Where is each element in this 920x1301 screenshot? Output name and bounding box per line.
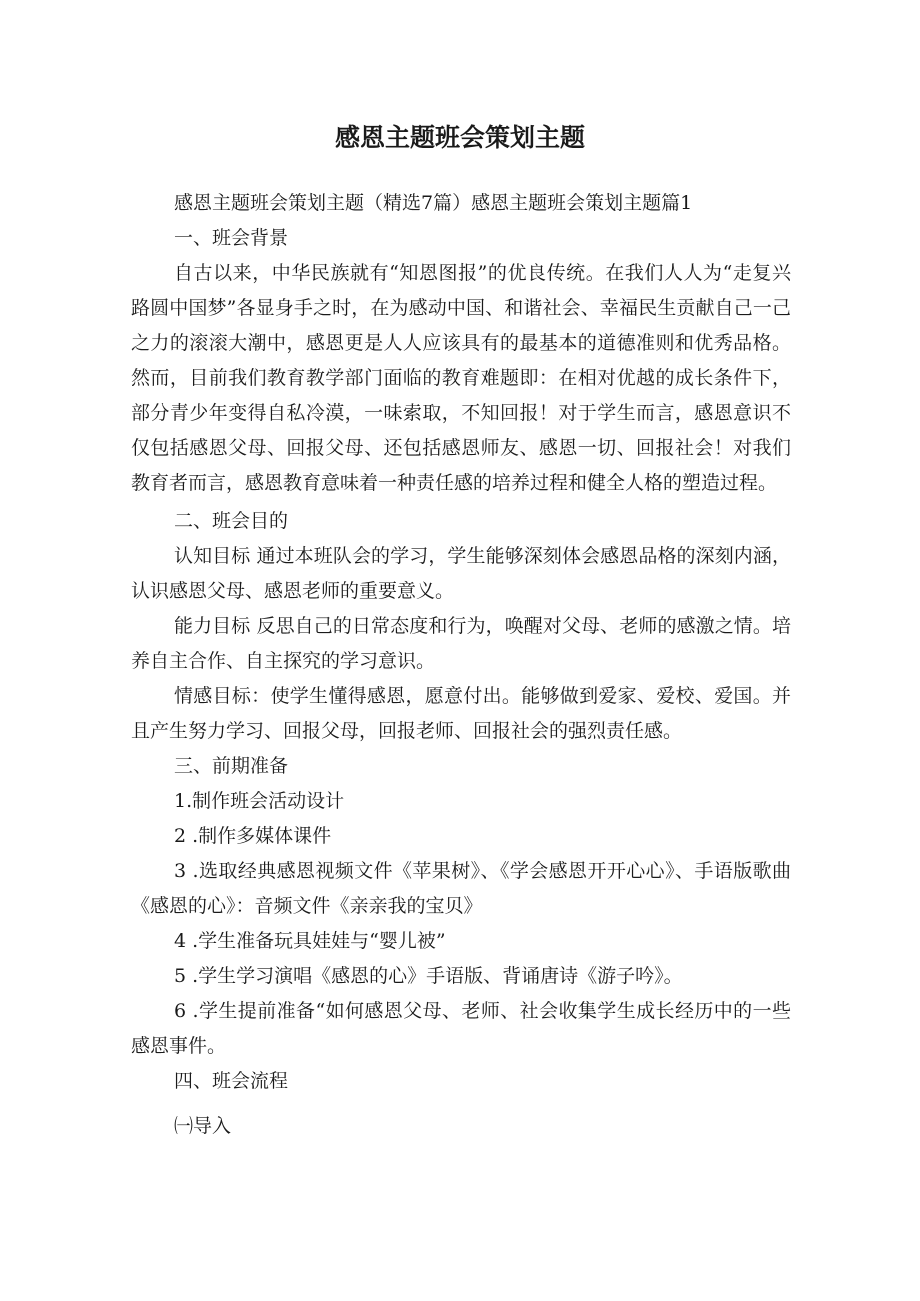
document-body: [131, 186, 791, 1144]
body-paragraph: 情感目标：使学生懂得感恩，愿意付出。能够做到爱家、爱校、爱国。并且产生努力学习、回报父母，回报老师、回报社会的强烈责任感。: [131, 685, 791, 742]
document-title: 感恩主题班会策划主题: [334, 123, 585, 152]
list-item: 1.制作班会活动设计: [174, 790, 345, 812]
section-heading: 四、班会流程: [174, 1070, 289, 1092]
intro-line: 感恩主题班会策划主题（精选7篇）感恩主题班会策划主题篇1: [174, 192, 693, 214]
section-heading: 三、前期准备: [174, 755, 289, 777]
list-item: 6 .学生提前准备“如何感恩父母、老师、社会收集学生成长经历中的一些感恩事件。: [131, 1000, 791, 1057]
body-paragraph: 能力目标 反思自己的日常态度和行为，唤醒对父母、老师的感激之情。培养自主合作、自主探究的学习意识。: [131, 615, 791, 672]
list-item: 4 .学生准备玩具娃娃与“婴儿被”: [174, 930, 446, 952]
section-heading: 一、班会背景: [174, 227, 289, 249]
list-item: 5 .学生学习演唱《感恩的心》手语版、背诵唐诗《游子吟》。: [174, 965, 683, 987]
body-paragraph: 认知目标 通过本班队会的学习，学生能够深刻体会感恩品格的深刻内涵，认识感恩父母、感恩老师的重要意义。: [131, 545, 791, 602]
list-item: 2 .制作多媒体课件: [174, 825, 332, 847]
section-heading: 二、班会目的: [174, 510, 289, 532]
body-paragraph: 自古以来，中华民族就有“知恩图报”的优良传统。在我们人人为“走复兴路圆中国梦”各显身手之时，在为感动中国、和谐社会、幸福民生贡献自己一己之力的滚滚大潮中，感恩更是人人应该具有的最基本的道德准则和优秀品格。然而，目前我们教育教学部门面临的教育难题即：在相对优越的成长条件下，部分青少年变得自私冷漠，一味索取，不知回报！对于学生而言，感恩意识不仅包括感恩父母、回报父母、还包括感恩师友、感恩一切、回报社会！对我们教育者而言，感恩教育意味着一种责任感的培养过程和健全人格的塑造过程。: [131, 262, 791, 494]
subsection-heading: ㈠导入: [174, 1115, 232, 1137]
list-item: 3 .选取经典感恩视频文件《苹果树》、《学会感恩开开心心》、手语版歌曲《感恩的心》：音频文件《亲亲我的宝贝》: [131, 860, 791, 917]
